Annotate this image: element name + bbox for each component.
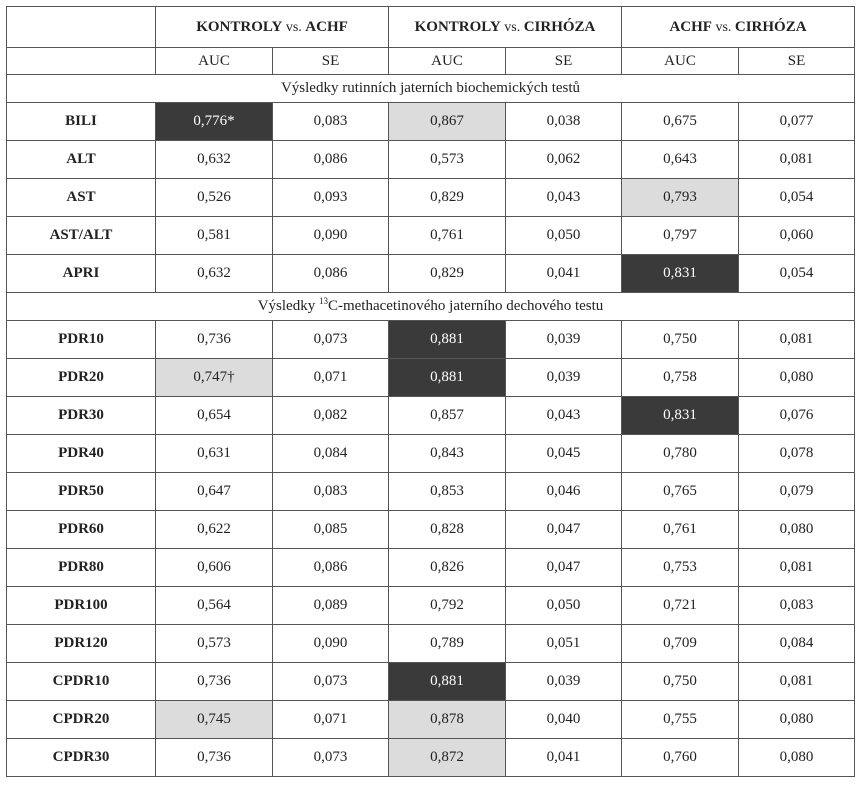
cell-auc: 0,831 (622, 397, 739, 435)
group-header-achf-cirhoza (622, 7, 855, 48)
cell-auc: 0,753 (622, 549, 739, 587)
group-right-label: CIRHÓZA (734, 18, 807, 35)
cell-se: 0,077 (739, 103, 855, 141)
cell-auc: 0,776* (156, 103, 273, 141)
cell-auc: 0,881 (389, 359, 506, 397)
subheader-auc: AUC (622, 48, 739, 75)
cell-auc: 0,736 (156, 663, 273, 701)
table-row (7, 217, 855, 255)
cell-se: 0,038 (506, 103, 622, 141)
cell-se: 0,081 (739, 549, 855, 587)
cell-se: 0,047 (506, 511, 622, 549)
subheader-auc: AUC (156, 48, 273, 75)
cell-auc: 0,643 (622, 141, 739, 179)
cell-auc: 0,872 (389, 739, 506, 777)
cell-auc: 0,750 (622, 321, 739, 359)
cell-auc: 0,573 (389, 141, 506, 179)
cell-auc: 0,747† (156, 359, 273, 397)
cell-auc: 0,826 (389, 549, 506, 587)
row-label: APRI (7, 255, 156, 293)
row-label: PDR20 (7, 359, 156, 397)
table-row (7, 435, 855, 473)
section-title-superscript: 13 (318, 296, 328, 306)
cell-auc: 0,581 (156, 217, 273, 255)
cell-se: 0,090 (273, 217, 389, 255)
cell-auc: 0,878 (389, 701, 506, 739)
cell-se: 0,039 (506, 359, 622, 397)
cell-auc: 0,758 (622, 359, 739, 397)
cell-se: 0,093 (273, 179, 389, 217)
table-row (7, 701, 855, 739)
cell-se: 0,043 (506, 179, 622, 217)
cell-se: 0,054 (739, 179, 855, 217)
cell-se: 0,080 (739, 511, 855, 549)
cell-se: 0,071 (273, 701, 389, 739)
cell-auc: 0,761 (389, 217, 506, 255)
cell-se: 0,073 (273, 321, 389, 359)
group-left-label: ACHF (669, 18, 712, 35)
cell-se: 0,041 (506, 739, 622, 777)
table-row (7, 625, 855, 663)
group-left-label: KONTROLY (196, 18, 283, 35)
subheader-row (7, 48, 855, 75)
cell-auc: 0,831 (622, 255, 739, 293)
cell-se: 0,047 (506, 549, 622, 587)
cell-se: 0,045 (506, 435, 622, 473)
cell-auc: 0,631 (156, 435, 273, 473)
cell-auc: 0,828 (389, 511, 506, 549)
table-row (7, 141, 855, 179)
cell-se: 0,071 (273, 359, 389, 397)
row-label: ALT (7, 141, 156, 179)
cell-se: 0,081 (739, 141, 855, 179)
row-label: PDR30 (7, 397, 156, 435)
table-row (7, 255, 855, 293)
cell-auc: 0,829 (389, 179, 506, 217)
cell-se: 0,040 (506, 701, 622, 739)
cell-se: 0,051 (506, 625, 622, 663)
cell-auc: 0,606 (156, 549, 273, 587)
cell-auc: 0,881 (389, 663, 506, 701)
group-header-kontroly-cirhoza (389, 7, 622, 48)
cell-auc: 0,867 (389, 103, 506, 141)
row-label: AST/ALT (7, 217, 156, 255)
table-row (7, 359, 855, 397)
cell-auc: 0,564 (156, 587, 273, 625)
cell-auc: 0,792 (389, 587, 506, 625)
row-label: PDR40 (7, 435, 156, 473)
row-label: PDR10 (7, 321, 156, 359)
subheader-auc: AUC (389, 48, 506, 75)
results-table-body (7, 7, 855, 777)
section-header-breath-test (7, 293, 855, 321)
section-header-biochemical (7, 75, 855, 103)
cell-se: 0,081 (739, 321, 855, 359)
row-label: PDR60 (7, 511, 156, 549)
group-vs-label: vs. (282, 19, 306, 35)
cell-se: 0,076 (739, 397, 855, 435)
cell-se: 0,073 (273, 663, 389, 701)
cell-auc: 0,793 (622, 179, 739, 217)
cell-auc: 0,765 (622, 473, 739, 511)
cell-se: 0,079 (739, 473, 855, 511)
cell-se: 0,062 (506, 141, 622, 179)
cell-se: 0,073 (273, 739, 389, 777)
cell-auc: 0,736 (156, 321, 273, 359)
table-row (7, 511, 855, 549)
cell-se: 0,050 (506, 217, 622, 255)
cell-auc: 0,654 (156, 397, 273, 435)
cell-auc: 0,675 (622, 103, 739, 141)
cell-se: 0,083 (739, 587, 855, 625)
row-label: PDR100 (7, 587, 156, 625)
table-row (7, 473, 855, 511)
cell-auc: 0,755 (622, 701, 739, 739)
cell-se: 0,039 (506, 663, 622, 701)
table-row (7, 103, 855, 141)
cell-se: 0,041 (506, 255, 622, 293)
cell-se: 0,078 (739, 435, 855, 473)
cell-auc: 0,797 (622, 217, 739, 255)
table-row (7, 179, 855, 217)
row-label: BILI (7, 103, 156, 141)
table-row (7, 397, 855, 435)
group-right-label: ACHF (305, 18, 348, 35)
cell-se: 0,060 (739, 217, 855, 255)
cell-se: 0,080 (739, 701, 855, 739)
cell-auc: 0,526 (156, 179, 273, 217)
cell-auc: 0,853 (389, 473, 506, 511)
cell-se: 0,090 (273, 625, 389, 663)
cell-se: 0,039 (506, 321, 622, 359)
cell-auc: 0,760 (622, 739, 739, 777)
section-title-after: C-methacetinového jaterního dechového testu (327, 298, 604, 314)
cell-auc: 0,632 (156, 255, 273, 293)
subheader-se: SE (739, 48, 855, 75)
section-title: Výsledky rutinních jaterních biochemických testů (7, 75, 855, 103)
cell-se: 0,089 (273, 587, 389, 625)
cell-se: 0,082 (273, 397, 389, 435)
cell-se: 0,043 (506, 397, 622, 435)
cell-se: 0,080 (739, 739, 855, 777)
cell-auc: 0,750 (622, 663, 739, 701)
table-row (7, 739, 855, 777)
cell-auc: 0,829 (389, 255, 506, 293)
table-row (7, 549, 855, 587)
group-vs-label: vs. (500, 19, 524, 35)
cell-auc: 0,857 (389, 397, 506, 435)
row-label: AST (7, 179, 156, 217)
row-label: CPDR10 (7, 663, 156, 701)
cell-se: 0,083 (273, 103, 389, 141)
subheader-se: SE (506, 48, 622, 75)
cell-auc: 0,647 (156, 473, 273, 511)
group-vs-label: vs. (711, 19, 735, 35)
group-left-label: KONTROLY (414, 18, 501, 35)
cell-se: 0,050 (506, 587, 622, 625)
cell-se: 0,086 (273, 549, 389, 587)
cell-auc: 0,761 (622, 511, 739, 549)
row-label: PDR80 (7, 549, 156, 587)
subheader-empty-cell (7, 48, 156, 75)
section-title (7, 293, 855, 321)
row-label: PDR120 (7, 625, 156, 663)
cell-auc: 0,780 (622, 435, 739, 473)
cell-auc: 0,622 (156, 511, 273, 549)
cell-se: 0,083 (273, 473, 389, 511)
cell-auc: 0,632 (156, 141, 273, 179)
results-table (6, 6, 855, 777)
subheader-se: SE (273, 48, 389, 75)
cell-auc: 0,745 (156, 701, 273, 739)
cell-se: 0,086 (273, 255, 389, 293)
cell-auc: 0,789 (389, 625, 506, 663)
cell-se: 0,081 (739, 663, 855, 701)
header-empty-cell (7, 7, 156, 48)
row-label: CPDR20 (7, 701, 156, 739)
cell-se: 0,080 (739, 359, 855, 397)
group-right-label: CIRHÓZA (523, 18, 596, 35)
cell-auc: 0,881 (389, 321, 506, 359)
cell-se: 0,084 (739, 625, 855, 663)
cell-auc: 0,843 (389, 435, 506, 473)
section-title-before: Výsledky (257, 298, 319, 314)
table-row (7, 663, 855, 701)
cell-se: 0,086 (273, 141, 389, 179)
cell-se: 0,046 (506, 473, 622, 511)
cell-se: 0,085 (273, 511, 389, 549)
cell-auc: 0,736 (156, 739, 273, 777)
row-label: CPDR30 (7, 739, 156, 777)
table-row (7, 587, 855, 625)
cell-se: 0,054 (739, 255, 855, 293)
cell-se: 0,084 (273, 435, 389, 473)
group-header-kontroly-achf (156, 7, 389, 48)
cell-auc: 0,709 (622, 625, 739, 663)
cell-auc: 0,573 (156, 625, 273, 663)
table-row (7, 321, 855, 359)
group-header-row (7, 7, 855, 48)
cell-auc: 0,721 (622, 587, 739, 625)
row-label: PDR50 (7, 473, 156, 511)
